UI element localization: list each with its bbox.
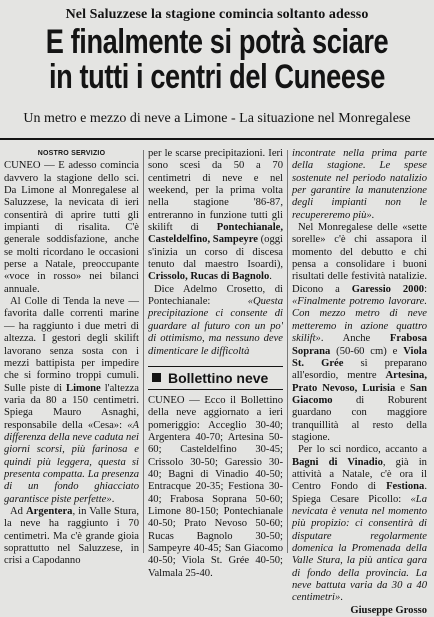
place-name: Argentera: [25, 505, 73, 517]
place-name: Limone: [66, 382, 101, 394]
paragraph-argentera: [4, 506, 139, 568]
bullet-square-icon: [152, 373, 161, 382]
snow-bulletin-text: CUNEO — Ecco il Bollettino della neve aggiornato a ieri pomeriggio: Acceglio 30-40; Argentera 40-70; Artesina 50-60; Casteldelfino 30-45; Crissolo 30-50; Garessio 30-40; Bagni di Vinadio 40-50; Entracque 20-35; Festiona 30-40; Frabosa Soprana 50-60; Limone 80-150; Pontechianale 40-50; Prato Nevoso 50-60; Rucas Bagnolo 30-50; Sampeyre 40-45; San Giacomo 40-50; Viola St. Grée 40-50; Valmala 25-40.: [148, 394, 283, 579]
text-run: per le scarse precipitazioni. Ieri sono scesi da 50 a 70 centimetri di neve e nel weekend, per la prima volta nella stagione '86-87, entreranno in funzione tutti gli skilift di: [148, 148, 283, 234]
snow-bulletin-header: [148, 366, 283, 390]
text-run: Dice Adelmo Crosetto, di Pontechianale:: [148, 283, 283, 308]
paragraph-crosetto: [148, 284, 283, 358]
quote: «Finalmente potremo lavorare. Con mezzo metro di neve metteremo in azione quattro skilift»: [292, 296, 427, 345]
column-divider: [143, 150, 144, 553]
place-name: Festiona: [386, 481, 425, 493]
paragraph-cuneo-intro: CUNEO — E adesso comincia davvero la stagione dello sci. Da Limone al Monregalese al Saluzzese, la nevicata di ieri consentirà di aprire tutti gli impianti di risalita. C'è generale soddisfazione, anche se molti ricordano le occasioni perse a Natale, preoccupante «voce in rosso» nei bilanci annuale.: [4, 160, 139, 295]
paragraph-saluzzese: [148, 148, 283, 284]
place-name: Frabosa Soprana: [292, 333, 427, 357]
place-name: Bagni di Vinadio: [292, 456, 383, 468]
text-run: :: [424, 283, 428, 295]
quote: «Questa precipitazione ci consente di guardare al futuro con un po' di ottimismo, ma nessuno deve dimenticare le difficoltà: [148, 296, 283, 357]
text-run: . Spiega Cesare Picollo:: [292, 481, 427, 505]
place-name: San Giacomo: [292, 382, 428, 406]
text-run: , in Valle Stura, la neve ha raggiunto i 70 centimetri. Ma c'è grande gioia soprattutto nel Saluzzese, in crisi a Capodanno: [4, 505, 139, 567]
text-run: (oggi s'inizia un corso di discesa tenuto dal maestro Isoardi),: [148, 234, 283, 271]
article-column-3: [292, 148, 428, 616]
headline-line-1: E finalmente si potrà sciare: [45, 23, 389, 61]
byline: NOSTRO SERVIZIO: [37, 150, 106, 157]
text-run: Ad: [10, 505, 26, 517]
author-signature: Giuseppe Grosso: [350, 604, 427, 616]
headline-line-2: in tutti i centri del Cuneese: [48, 58, 386, 96]
text-run: Nel Monregalese delle «sette sorelle» c'è chi assapora il momento del debutto e chi pensa a consolidare i buoni risultati delle festività natalizie. Dicono a: [292, 222, 427, 295]
column-divider: [287, 150, 288, 553]
text-run: Al Colle di Tenda la neve — favorita dalle correnti marine — ha raggiunto i due metri di altezza. I gestori degli skilift lavorano senza sosta con i mezzi battipista per impedire che si formino troppi cumuli. Sulle piste di: [4, 296, 139, 394]
kicker: Nel Saluzzese la stagione comincia soltanto adesso: [65, 7, 369, 22]
text-run: .: [269, 271, 272, 283]
paragraph-monregalese: [292, 222, 427, 444]
place-names: Pontechianale, Casteldelfino, Sampeyre: [148, 222, 283, 246]
paragraph-colle-di-tenda: [4, 296, 139, 506]
snow-bulletin-title: Bollettino neve: [168, 369, 269, 386]
headline-rule: [0, 138, 434, 140]
place-names: Artesina, Prato Nevoso, Lurisia: [292, 370, 427, 394]
quote: «La nevicata è venuta nel momento più propizio: ci consentirà di disputare regolarmente domenica la Promenada della Valle Stura, la più antica gara di fondo della provincia. La neve battuta varia da 30 a 40 centimetri»: [292, 493, 427, 604]
text-run: (50-60 cm) e: [330, 345, 404, 357]
text-run: .: [111, 493, 115, 505]
article-column-2: [148, 148, 283, 579]
place-name: Viola St. Grée: [292, 345, 427, 369]
place-names: Crissolo, Rucas di Bagnolo: [148, 271, 270, 283]
quote: «A differenza della neve caduta nei giorni scorsi, più farinosa e quindi più leggera, questa si presenta compatta. La presenza di un fondo ghiacciato garantisce piste perfette»: [4, 419, 139, 505]
text-run: . Anche: [320, 333, 390, 345]
paragraph-crosetto-continued: [292, 148, 427, 222]
text-run: .: [340, 592, 343, 604]
quote: incontrate nella prima parte della stagione. Le spese sostenute nel periodo natalizio per garantire la manutenzione degli impianti non le recupereremo più».: [292, 148, 427, 221]
text-run: di Roburent guardano con maggiore tranquillità al resto della stagione.: [292, 394, 427, 443]
deck-subtitle: Un metro e mezzo di neve a Limone - La situazione nel Monregalese: [23, 111, 411, 126]
text-run: , già in attività a Natale, c'è ora il Centro Fondo di: [292, 456, 427, 493]
text-run: e: [395, 382, 410, 394]
place-name: Garessio 2000: [351, 283, 425, 295]
text-run: l'altezza varia da 80 a 150 centimetri. Spiega Mauro Asnaghi, responsabile della «Cesa»:: [4, 382, 139, 431]
paragraph-sci-nordico: [292, 444, 427, 604]
article-column-1: [4, 148, 139, 567]
text-run: si preparano all'esordio, mentre: [292, 357, 427, 382]
text-run: Per lo sci nordico, accanto a: [298, 444, 427, 456]
headline: [43, 25, 390, 95]
